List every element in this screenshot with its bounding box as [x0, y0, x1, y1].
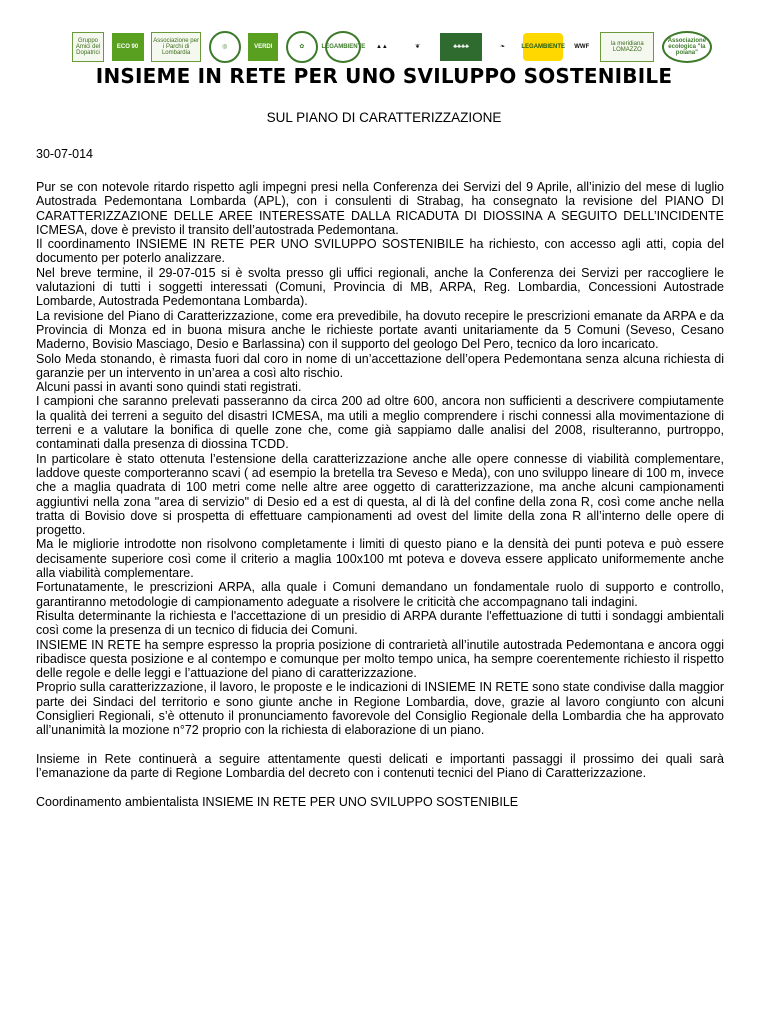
document-body: [36, 180, 724, 809]
associazione-ecologica-logo: Associazione ecologica "la poiana": [662, 31, 712, 63]
paragraph: La revisione del Piano di Caratterizzazione, come era prevedibile, ha dovuto recepire le prescrizioni emanate da ARPA e da Provincia di Monza ed in buona misura anche le richieste portate avanti unitariamente da 5 Comuni (Seveso, Cesano Maderno, Bovisio Masciago, Desio e Barlassina) con il supporto del geologo Del Pero, tecnico da loro incaricato.: [36, 308, 724, 352]
header-title: INSIEME IN RETE PER UNO SVILUPPO SOSTENIBILE: [95, 64, 673, 88]
eco-logo: ECO 90: [112, 33, 144, 61]
associazione-parchi-logo: Associazione per i Parchi di Lombardia: [151, 32, 201, 62]
paragraph: Proprio sulla caratterizzazione, il lavoro, le proposte e le indicazioni di INSIEME IN RETE sono state condivise dalla maggior parte dei Sindaci del territorio e sono giunte anche in Regione Lombardia, dove, grazie al lavoro congiunto con alcuni Consiglieri Regionali, s’è ottenuto il pronunciamento favorevole del Consiglio Regionale della Lombardia che ha approvato all’unanimità la mozione n°72 proprio con la richiesta di elaborazione di un piano.: [36, 680, 724, 738]
legambiente-circle-logo: LEGAMBIENTE: [325, 31, 361, 63]
legambiente-logo: LEGAMBIENTE: [523, 33, 563, 61]
paragraph: Il coordinamento INSIEME IN RETE PER UNO SVILUPPO SOSTENIBILE ha richiesto, con accesso agli atti, copia del documento per poterlo analizzare.: [36, 237, 724, 266]
document-date: 30-07-014: [36, 147, 93, 161]
signature-line: Coordinamento ambientalista INSIEME IN RETE PER UNO SVILUPPO SOSTENIBILE: [36, 794, 519, 809]
gruppo-amici-logo: Gruppo Amici del Dopatrici: [72, 32, 104, 62]
paragraph: Solo Meda stonando, è rimasta fuori dal coro in nome di un’accettazione dell’opera Pedemontana senza alcuna richiesta di garanzie per un intervento in un’area a così alto rischio.: [36, 351, 724, 380]
paragraph: Alcuni passi in avanti sono quindi stati registrati.: [36, 380, 302, 395]
paragraph: Risulta determinante la richiesta e l'accettazione di un presidio di ARPA durante l'effettuazione di tutti i sondaggi ambientali così come la presenza di un tecnico di fiducia dei Comuni.: [36, 608, 724, 638]
trees-logo: ♣♣♣♣: [440, 33, 482, 61]
verdi-logo: VERDI: [248, 33, 278, 61]
leaf-figure-logo: ❦: [414, 44, 421, 50]
paragraph-closing-note: Insieme in Rete continuerà a seguire attentamente questi delicati e importanti passaggi il prossimo dei quali sarà l’emanazione da parte di Regione Lombardia del decreto con i contenuti tecnici del Piano di Caratterizzazione.: [36, 751, 724, 781]
paragraph: I campioni che saranno prelevati passeranno da circa 200 ad oltre 600, ancora non sufficienti a descrivere compiutamente la qualità dei terreni a seguito del disastri ICMESA, ma utili a meglio comprendere i rischi connessi alla movimentazione di terreni e a valutare la bonifica di quelle zone che, come già sappiamo dalle analisi del 2008, risulteranno, purtroppo, contaminati dalla presenza di diossina TCDD.: [36, 394, 724, 452]
paragraph: Ma le migliorie introdotte non risolvono completamente i limiti di questo piano e la densità dei punti poteva e può essere decisamente superiore così come il criterio a maglia 100x100 mt poteva e doveva essere applicato uniformemente anche alla viabilità complementare.: [36, 537, 724, 581]
logo-strip: [72, 30, 712, 64]
red-badge-logo: ✿: [286, 31, 318, 63]
paragraph: INSIEME IN RETE ha sempre espresso la propria posizione di contrarietà all’inutile autostrada Pedemontana e ancora oggi ribadisce questa posizione e al contempo e comunque per molto tempo unica, ha sempre coerentemente richiesto il rispetto delle regole e delle leggi e l’attuazione del piano di caratterizzazione.: [36, 637, 724, 681]
wwf-logo: WWF: [574, 44, 590, 50]
meridiana-lomazzo-logo: la meridiana LOMAZZO: [600, 32, 654, 62]
round-emblem-logo: ◎: [209, 31, 241, 63]
leaf-square-logo: ❧: [500, 44, 506, 50]
paragraph: Fortunatamente, le prescrizioni ARPA, alla quale i Comuni demandano un fondamentale ruolo di supporto e controllo, garantiranno metodologie di campionamento adeguate a risolvere le criticità che accompagnano tali indagini.: [36, 580, 724, 609]
paragraph: Nel breve termine, il 29-07-015 si è svolta presso gli uffici regionali, anche la Conferenza dei Servizi per raccogliere le valutazioni di tutti i soggetti interessati (Comuni, Provincia di MB, ARPA, Reg. Lombardia, Concessioni Autostrade Lombarde, Autostrada Pedemontana Lombarda).: [36, 265, 724, 309]
paragraph: In particolare è stato ottenuta l’estensione della caratterizzazione anche alle opere connesse di viabilità complementare, laddove queste comporteranno scavi ( ad esempio la bretella tra Seveso e Meda), con uno sviluppo lineare di 100 m, invece che a maglia quadrata di 100 metri come nelle altre aree oggetto di caratterizzazione, ma anche alcuni campionamenti aggiuntivi nella zona "area di servizio" di Desio ed a est di questa, al di là del confine della zona R, così come anche nella tratta di Bovisio dove si prospetta di effettuare campionamenti ad ovest del limite della zona R all’interno delle opere di progetto.: [36, 451, 724, 538]
city-skyline-logo: ▲▲: [375, 44, 388, 50]
document-subtitle: SUL PIANO DI CARATTERIZZAZIONE: [266, 110, 502, 125]
paragraph: Pur se con notevole ritardo rispetto agli impegni presi nella Conferenza dei Servizi del 9 Aprile, all’inizio del mese di luglio Autostrada Pedemontana Lombarda (APL), con i consulenti di Strabag, ha consegnato la revisione del PIANO DI CARATTERIZZAZIONE DELLE AREE INTERESSATE DALLA RICADUTA DI DIOSSINA A SEGUITO DELL’INCIDENTE ICMESA, dove è previsto il transito dell’autostrada Pedemontana.: [36, 180, 724, 237]
